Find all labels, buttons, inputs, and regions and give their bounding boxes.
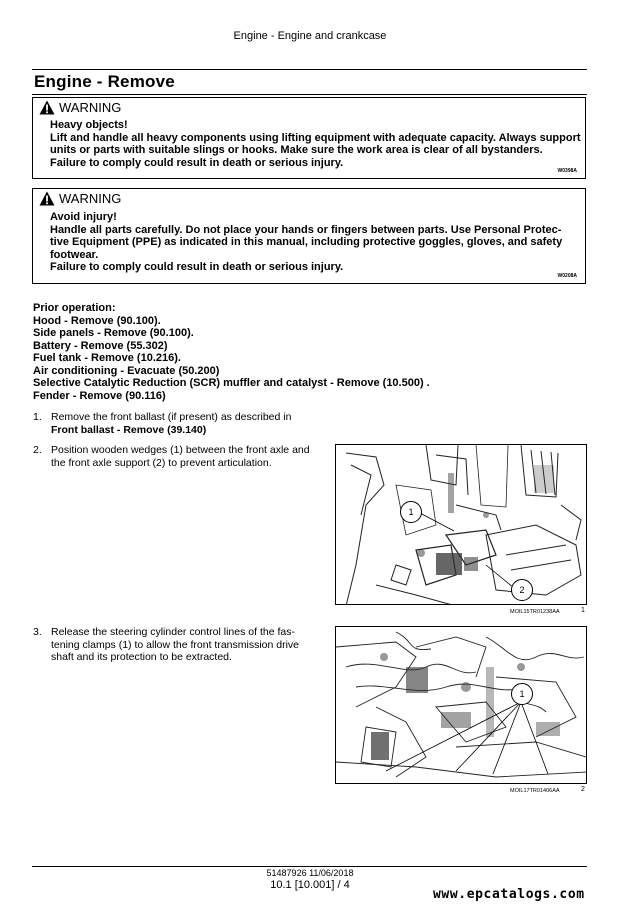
prior-operation-link[interactable]: Battery - Remove (55.302) [33,339,168,352]
warning-line: tive Equipment (PPE) as indicated in this manual, including protective goggles, gloves, and safety [50,236,563,248]
figure-1-image [335,444,587,605]
figure-1-caption: MOIL15TR01238AA [510,609,560,615]
warning-line: Heavy objects! [50,119,128,131]
step-text [51,444,313,469]
warning-box-avoid-injury [32,188,586,284]
step-2 [33,444,313,469]
page-title: Engine - Remove [34,72,175,91]
warning-line: Failure to comply could result in death or serious injury. [50,156,344,169]
prior-operation-heading: Prior operation: [33,302,116,314]
prior-operation-link[interactable]: Hood - Remove (90.100). [33,314,161,327]
callout-label: 1 [408,507,414,517]
footer-document-id: 51487926 11/06/2018 [266,868,354,878]
prior-operation-link[interactable]: Selective Catalytic Reduction (SCR) muffler and catalyst - Remove (10.500) . [33,377,430,389]
step-1 [33,411,313,436]
warning-triangle-icon [39,191,55,206]
step-line: Remove the front ballast (if present) as described in [51,411,292,423]
warning-text [50,211,563,274]
figure-1-number: 1 [581,607,585,614]
warning-code: W0398A [557,168,577,174]
warning-code: W0208A [557,273,577,279]
prior-operation-link[interactable]: Air conditioning - Evacuate (50.200) [33,364,220,377]
step-line: Release the steering cylinder control lines of the fas- [51,626,295,638]
warning-line: Handle all parts carefully. Do not place your hands or fingers between parts. Use Personal Protec- [50,223,562,236]
step-line: the front axle support (2) to prevent articulation. [51,456,272,469]
warning-line: units or parts with suitable slings or hooks. Make sure the work area is clear of all bystanders. [50,144,543,156]
callout-2 [511,579,533,601]
figure-2-image [335,626,587,784]
footer-page-number: 10.1 [10.001] / 4 [270,879,350,891]
prior-operation-link[interactable]: Fender - Remove (90.116) [33,389,166,402]
watermark: www.epcatalogs.com [433,887,585,902]
prior-operation-link[interactable]: Side panels - Remove (90.100). [33,327,194,339]
warning-line: footwear. [50,248,99,261]
prior-operation [33,302,430,402]
prior-operation-link[interactable]: Fuel tank - Remove (10.216). [33,352,181,364]
step-line: Position wooden wedges (1) between the front axle and [51,444,310,456]
figure-2-number: 2 [581,786,585,793]
step-number: 1. [33,411,42,423]
callout-label: 1 [519,689,525,699]
warning-line: Lift and handle all heavy components using lifting equipment with adequate capacity. Always support [50,131,581,144]
warning-heading [39,100,121,115]
callout-1 [400,501,422,523]
step-line: shaft and its protection to be extracted. [51,651,232,663]
warning-label: WARNING [59,191,122,206]
step-number: 3. [33,626,42,638]
warning-text [50,119,581,169]
footer-rule [32,866,587,867]
warning-line: Failure to comply could result in death or serious injury. [50,261,344,273]
step-3 [33,626,313,663]
figure-2-drawing [336,627,587,784]
step-line: tening clamps (1) to allow the front transmission drive [51,638,300,651]
warning-triangle-icon [39,100,55,115]
warning-heading [39,191,121,206]
step-number: 2. [33,444,42,456]
warning-label: WARNING [59,100,122,115]
step-text [51,626,313,664]
step-text [51,411,313,436]
running-header: Engine - Engine and crankcase [233,30,387,42]
warning-box-heavy-objects [32,97,586,179]
figure-1-drawing [336,445,587,605]
callout-label: 2 [519,585,525,595]
step-link[interactable]: Front ballast - Remove (39.140) [51,423,207,436]
warning-line: Avoid injury! [50,211,117,223]
callout-1 [511,683,533,705]
figure-2-caption: MOIL17TR01406AA [510,788,560,794]
